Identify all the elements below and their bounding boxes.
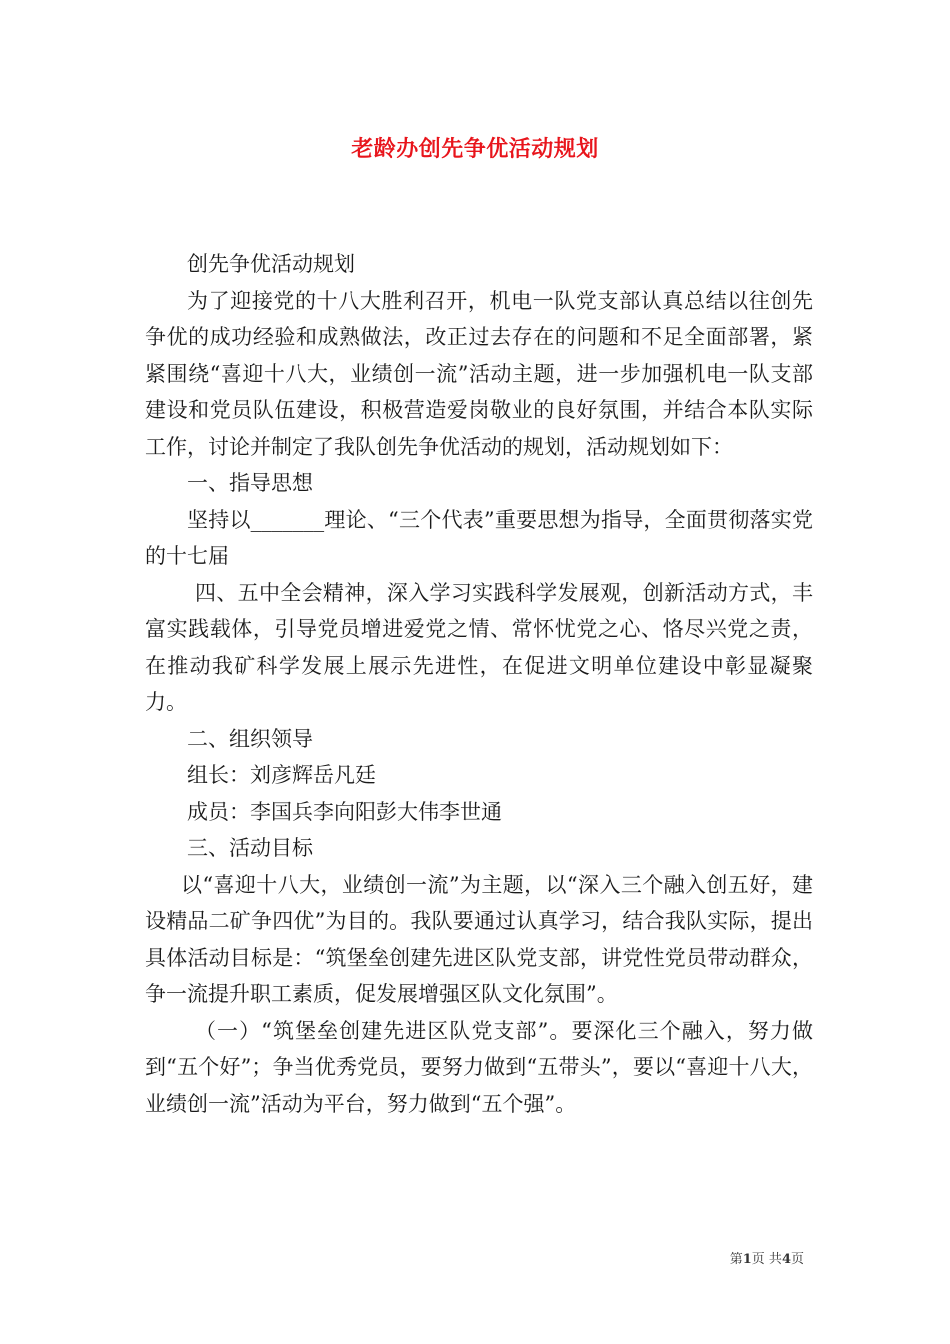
page-number-footer [730,1248,804,1267]
footer-suffix: 页 [790,1252,804,1267]
footer-total-pages: 4 [781,1252,791,1267]
paragraph-plenary-spirit: 四、五中全会精神，深入学习实践科学发展观，创新活动方式，丰富实践载体，引导党员增进爱党之情、常怀忧党之心、恪尽兴党之责，在推动我矿科学发展上展示先进性，在促进文明单位建设中彰显凝聚力。 [145,580,813,714]
paragraph-activity-goals: 以“喜迎十八大，业绩创一流”为主题，以“深入三个融入创五好，建设精品二矿争四优”为目的。我队要通过认真学习，结合我队实际，提出具体活动目标是：“筑堡垒创建先进区队党支部，讲党性党员带动群众，争一流提升职工素质，促发展增强区队文化氛围”。 [145,872,813,1006]
document-title: 老龄办创先争优活动规划 [351,136,599,162]
paragraph-team-leader: 组长：刘彦辉岳凡廷 [187,763,376,787]
footer-page-number: 1 [742,1252,752,1267]
heading-activity-goals: 三、活动目标 [187,836,313,860]
paragraph-team-members: 成员：李国兵李向阳彭大伟李世通 [187,799,502,824]
paragraph-intro: 为了迎接党的十八大胜利召开，机电一队党支部认真总结以往创先争优的成功经验和成熟做法，改正过去存在的问题和不足全面部署，紧紧围绕“喜迎十八大，业绩创一流”活动主题，进一步加强机电一队支部建设和党员队伍建设，积极营造爱岗敬业的良好氛围，并结合本队实际工作，讨论并制定了我队创先争优活动的规划，活动规划如下： [145,288,813,459]
document-body [145,246,813,1122]
paragraph-guiding-ideology: 坚持以_______理论、“三个代表”重要思想为指导，全面贯彻落实党的十七届 [145,507,813,568]
heading-organization: 二、组织领导 [187,726,313,751]
footer-prefix: 第 [729,1252,743,1267]
paragraph-subtitle: 创先争优活动规划 [187,252,355,276]
footer-middle: 页 共 [751,1252,782,1267]
heading-guiding-ideology: 一、指导思想 [187,471,313,495]
paragraph-section-one: （一）“筑堡垒创建先进区队党支部”。要深化三个融入，努力做到“五个好”；争当优秀党员，要努力做到“五带头”，要以“喜迎十八大，业绩创一流”活动为平台，努力做到“五个强”。 [145,1018,813,1116]
